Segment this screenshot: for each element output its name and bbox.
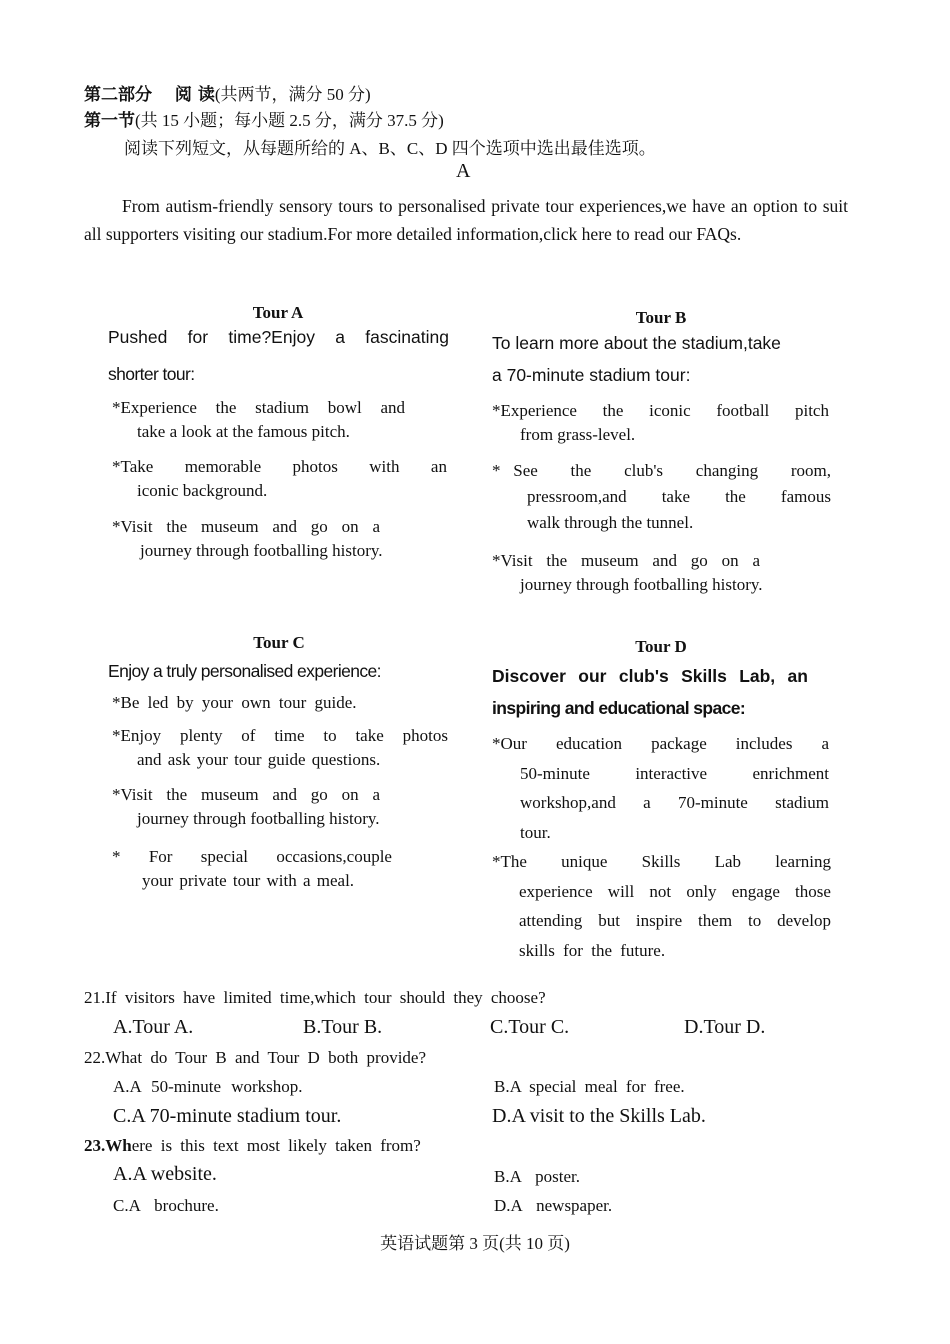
passage-letter: A — [456, 160, 471, 182]
q21-option-a[interactable]: A.Tour A. — [113, 1016, 194, 1038]
q22-option-c[interactable]: C.A 70-minute stadium tour. — [113, 1105, 342, 1127]
section-score: (共 15 小题；每小题 2.5 分，满分 37.5 分) — [135, 111, 444, 130]
tour-c-item-3: *Visit the museum and go on a journey through footballing history. — [112, 785, 380, 828]
q21-option-b[interactable]: B.Tour B. — [303, 1016, 383, 1038]
tour-a-lead-line1: Pushed for time?Enjoy a fascinating — [108, 327, 449, 347]
tour-a-title: Tour A — [252, 303, 304, 322]
section-heading — [84, 106, 444, 131]
tour-b-item-1: *Experience the iconic football pitch from grass-level. — [492, 401, 829, 444]
tour-d-item-1: *Our education package includes a 50-minute interactive enrichment workshop,and a 70-minute stadium tour. — [492, 734, 829, 842]
tour-d-lead-line2: inspiring and educational space: — [492, 698, 746, 718]
tour-a-item-2: *Take memorable photos with an iconic background. — [112, 457, 447, 500]
tour-b-item-2: * See the club's changing room, pressroom,and take the famous walk through the tunnel. — [492, 461, 831, 532]
tour-a-lead — [108, 327, 449, 348]
tour-b-title: Tour B — [635, 308, 687, 327]
q23-option-d[interactable]: D.A newspaper. — [494, 1196, 613, 1215]
q23-option-b[interactable]: B.A poster. — [494, 1167, 581, 1186]
intro-text: From autism-friendly sensory tours to personalised private tour experiences,we have an option to suit all supporters visiting our stadium.For more detailed information,click here to read our FAQs. — [84, 196, 848, 244]
instruction: 阅读下列短文，从每题所给的 A、B、C、D 四个选项中选出最佳选项。 — [124, 139, 656, 158]
page-footer: 英语试题第 3 页(共 10 页) — [380, 1234, 570, 1253]
question-23-text: ere is this text most likely taken from? — [131, 1136, 421, 1155]
tour-b-item-3: *Visit the museum and go on a journey through footballing history. — [492, 551, 763, 594]
q23-option-c[interactable]: C.A brochure. — [113, 1196, 219, 1215]
tour-c-item-1: *Be led by your own tour guide. — [112, 693, 357, 712]
question-23-stem — [84, 1136, 421, 1156]
tour-d-item-2: *The unique Skills Lab learning experience will not only engage those attending but inspire them to develop skills for the future. — [492, 852, 831, 960]
tour-c-item-4: * For special occasions,couple your private tour with a meal. — [112, 847, 392, 890]
tour-c-lead: Enjoy a truly personalised experience: — [108, 661, 381, 681]
section-title: 第一节 — [84, 111, 135, 131]
q22-option-a[interactable]: A.A 50-minute workshop. — [113, 1077, 303, 1096]
tour-c-title: Tour C — [253, 633, 305, 652]
part-score: (共两节，满分 50 分) — [214, 85, 371, 104]
question-23-number: 23.Wh — [84, 1136, 132, 1155]
tour-a-item-1: *Experience the stadium bowl and take a look at the famous pitch. — [112, 398, 405, 441]
tour-d-title: Tour D — [635, 637, 687, 656]
q22-option-b[interactable]: B.A special meal for free. — [494, 1077, 685, 1096]
tour-d-lead-line1: Discover our club's Skills Lab, an — [492, 666, 808, 686]
q21-option-c[interactable]: C.Tour C. — [490, 1016, 570, 1038]
q21-option-d[interactable]: D.Tour D. — [684, 1016, 766, 1038]
tour-b-lead-line1: To learn more about the stadium,take — [492, 333, 781, 353]
tour-b-lead-line2: a 70-minute stadium tour: — [492, 365, 691, 385]
q23-option-a[interactable]: A.A website. — [113, 1163, 217, 1185]
q22-option-d[interactable]: D.A visit to the Skills Lab. — [492, 1105, 706, 1127]
tour-d-lead — [492, 666, 808, 687]
part-title: 第二部分 阅 读 — [84, 85, 215, 105]
part-heading — [84, 80, 371, 105]
tour-a-lead-line2: shorter tour: — [108, 364, 195, 384]
question-21-stem: 21.If visitors have limited time,which tour should they choose? — [84, 988, 546, 1007]
tour-c-item-2: *Enjoy plenty of time to take photos and ask your tour guide questions. — [112, 726, 448, 769]
intro-paragraph — [84, 193, 848, 248]
question-22-stem: 22.What do Tour B and Tour D both provide? — [84, 1048, 427, 1067]
tour-a-item-3: *Visit the museum and go on a journey through footballing history. — [112, 517, 383, 560]
